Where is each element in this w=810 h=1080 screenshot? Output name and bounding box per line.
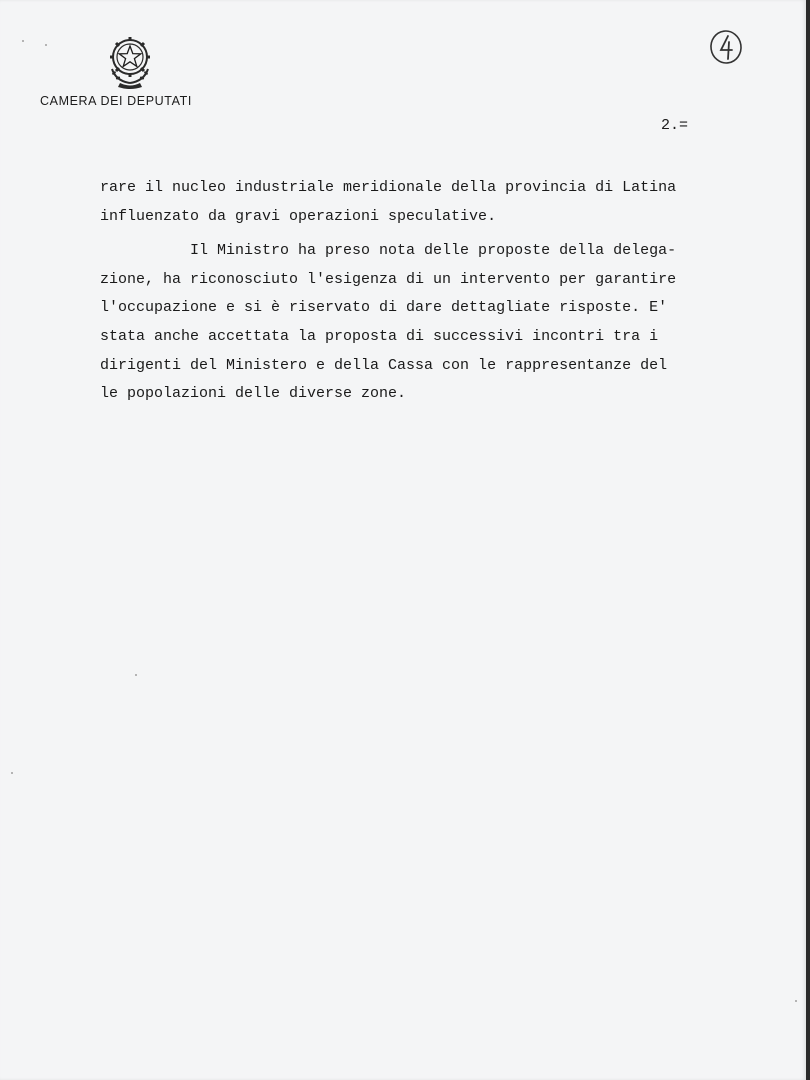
text-line: rare il nucleo industriale meridionale della provincia di Latina [100,179,677,196]
italian-republic-emblem-icon [104,33,156,89]
page-number: 2.= [661,117,689,134]
paper-speck [45,44,47,46]
text-line: stata anche accettata la proposta di successivi incontri tra i [100,327,659,345]
text-line: dirigenti del Ministero e della Cassa con le rappresentanze del [100,356,668,374]
handwritten-page-mark [708,28,744,66]
text-line: l'occupazione e si è riservato di dare dettagliate risposte. E' [100,299,668,317]
paragraph [100,174,760,231]
text-line: zione, ha riconosciuto l'esigenza di un intervento per garantire [100,270,677,288]
text-line: le popolazioni delle diverse zone. [100,385,407,403]
text-line: influenzato da gravi operazioni speculative. [100,207,497,225]
letter-body [100,174,760,409]
institution-name: CAMERA DEI DEPUTATI [40,94,192,108]
paper-speck [135,674,137,676]
text-line: Il Ministro ha preso nota delle proposte della delega- [100,242,677,260]
scan-edge [806,0,810,1080]
paper-speck [22,40,24,42]
paper-speck [795,1000,797,1002]
paper-speck [11,772,13,774]
paragraph [100,237,760,409]
